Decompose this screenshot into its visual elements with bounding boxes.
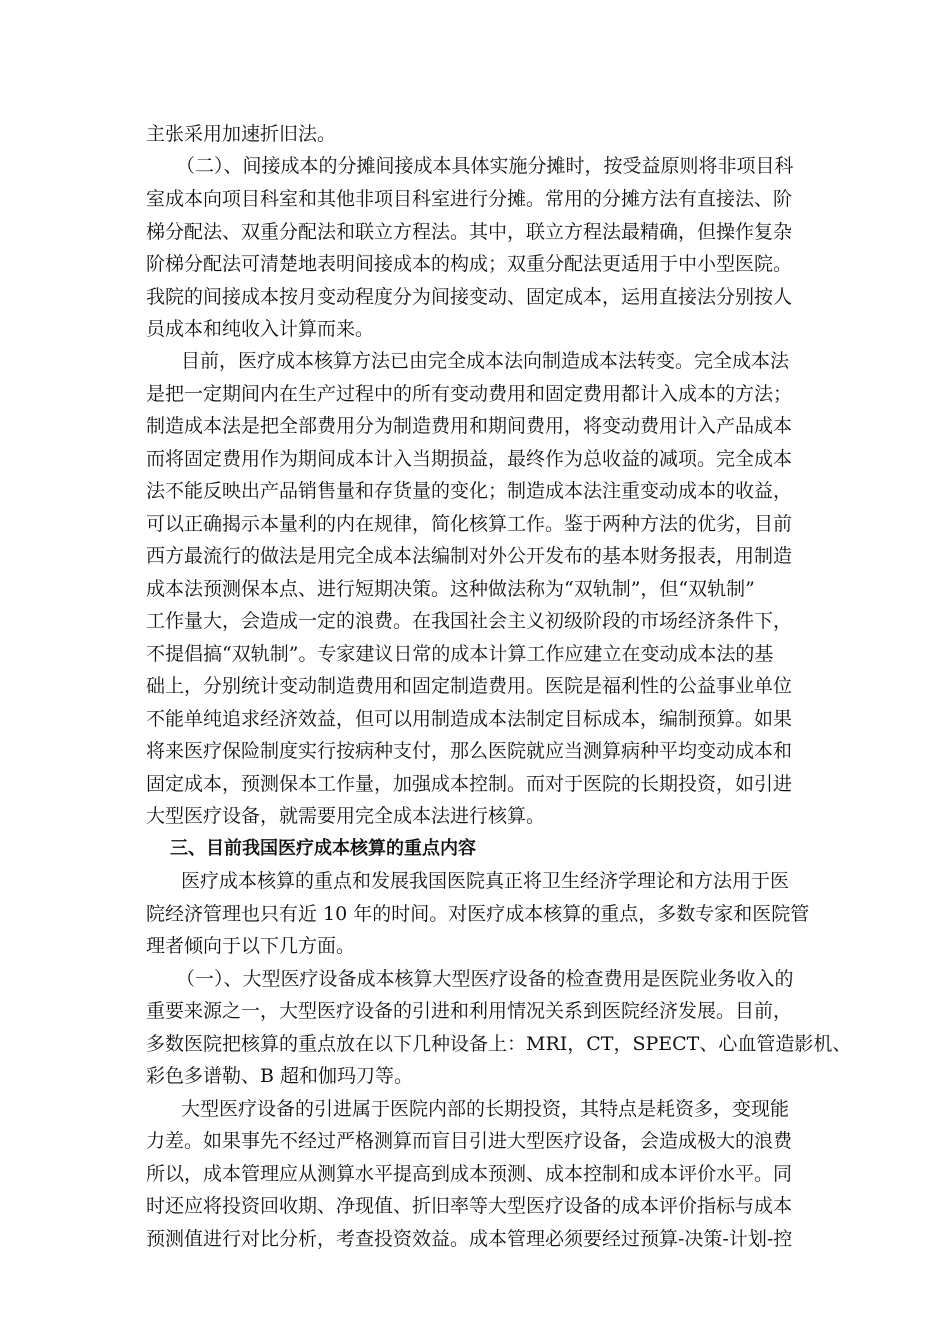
text-line: 固定成本，预测保本工作量，加强成本控制。而对于医院的长期投资，如引进 — [146, 773, 793, 795]
text-line: 工作量大，会造成一定的浪费。在我国社会主义初级阶段的市场经济条件下， — [146, 610, 793, 632]
text-line: 梯分配法、双重分配法和联立方程法。其中，联立方程法最精确，但操作复杂 — [146, 221, 793, 243]
text-line: 成本法预测保本点、进行短期决策。这种做法称为“双轨制”，但“双轨制” — [146, 578, 755, 600]
text-line: 将来医疗保险制度实行按病种支付，那么医院就应当测算病种平均变动成本和 — [146, 740, 793, 762]
text-line: 员成本和纯收入计算而来。 — [146, 318, 375, 340]
text-line: 时还应将投资回收期、净现值、折旧率等大型医疗设备的成本评价指标与成本 — [146, 1195, 793, 1217]
text-line: 制造成本法是把全部费用分为制造费用和期间费用，将变动费用计入产品成本 — [146, 415, 793, 437]
text-line: 法不能反映出产品销售量和存货量的变化；制造成本法注重变动成本的收益， — [146, 480, 793, 502]
text-line: 重要来源之一，大型医疗设备的引进和利用情况关系到医院经济发展。目前， — [146, 1000, 793, 1022]
text-line: 院经济管理也只有近 10 年的时间。对医疗成本核算的重点，多数专家和医院管 — [146, 903, 810, 925]
text-line: 我院的间接成本按月变动程度分为间接变动、固定成本，运用直接法分别按人 — [146, 286, 793, 308]
text-line: （一）、大型医疗设备成本核算大型医疗设备的检查费用是医院业务收入的 — [176, 968, 794, 990]
text-line: 础上，分别统计变动制造费用和固定制造费用。医院是福利性的公益事业单位 — [146, 675, 793, 697]
text-line: 彩色多谱勒、B 超和伽玛刀等。 — [146, 1065, 414, 1087]
text-line: （二）、间接成本的分摊间接成本具体实施分摊时，按受益原则将非项目科 — [176, 155, 794, 177]
text-line: 预测值进行对比分析，考查投资效益。成本管理必须要经过预算-决策-计划-控 — [146, 1228, 793, 1250]
text-line: 目前，医疗成本核算方法已由完全成本法向制造成本法转变。完全成本法 — [181, 350, 790, 372]
text-line: 不提倡搞“双轨制”。专家建议日常的成本计算工作应建立在变动成本法的基 — [146, 643, 774, 665]
text-line: 而将固定费用作为期间成本计入当期损益，最终作为总收益的减项。完全成本 — [146, 448, 793, 470]
text-line: 不能单纯追求经济效益，但可以用制造成本法制定目标成本，编制预算。如果 — [146, 708, 793, 730]
text-line: 主张采用加速折旧法。 — [146, 123, 337, 145]
text-line: 大型医疗设备的引进属于医院内部的长期投资，其特点是耗资多，变现能 — [181, 1098, 790, 1120]
text-line: 所以，成本管理应从测算水平提高到成本预测、成本控制和成本评价水平。同 — [146, 1163, 793, 1185]
text-line: 理者倾向于以下几方面。 — [146, 935, 356, 957]
text-line: 是把一定期间内在生产过程中的所有变动费用和固定费用都计入成本的方法； — [146, 383, 793, 405]
text-line: 可以正确揭示本量利的内在规律，简化核算工作。鉴于两种方法的优劣，目前 — [146, 513, 793, 535]
text-line: 大型医疗设备，就需要用完全成本法进行核算。 — [146, 805, 546, 827]
text-line: 医疗成本核算的重点和发展我国医院真正将卫生经济学理论和方法用于医 — [181, 870, 790, 892]
text-line: 阶梯分配法可清楚地表明间接成本的构成；双重分配法更适用于中小型医院。 — [146, 253, 793, 275]
text-line: 力差。如果事先不经过严格测算而盲目引进大型医疗设备，会造成极大的浪费 — [146, 1130, 793, 1152]
section-heading: 三、目前我国医疗成本核算的重点内容 — [170, 838, 476, 859]
text-line: 室成本向项目科室和其他非项目科室进行分摊。常用的分摊方法有直接法、阶 — [146, 188, 793, 210]
text-line: 西方最流行的做法是用完全成本法编制对外公开发布的基本财务报表，用制造 — [146, 545, 793, 567]
text-line: 多数医院把核算的重点放在以下几种设备上：MRI，CT，SPECT、心血管造影机、 — [146, 1033, 852, 1055]
